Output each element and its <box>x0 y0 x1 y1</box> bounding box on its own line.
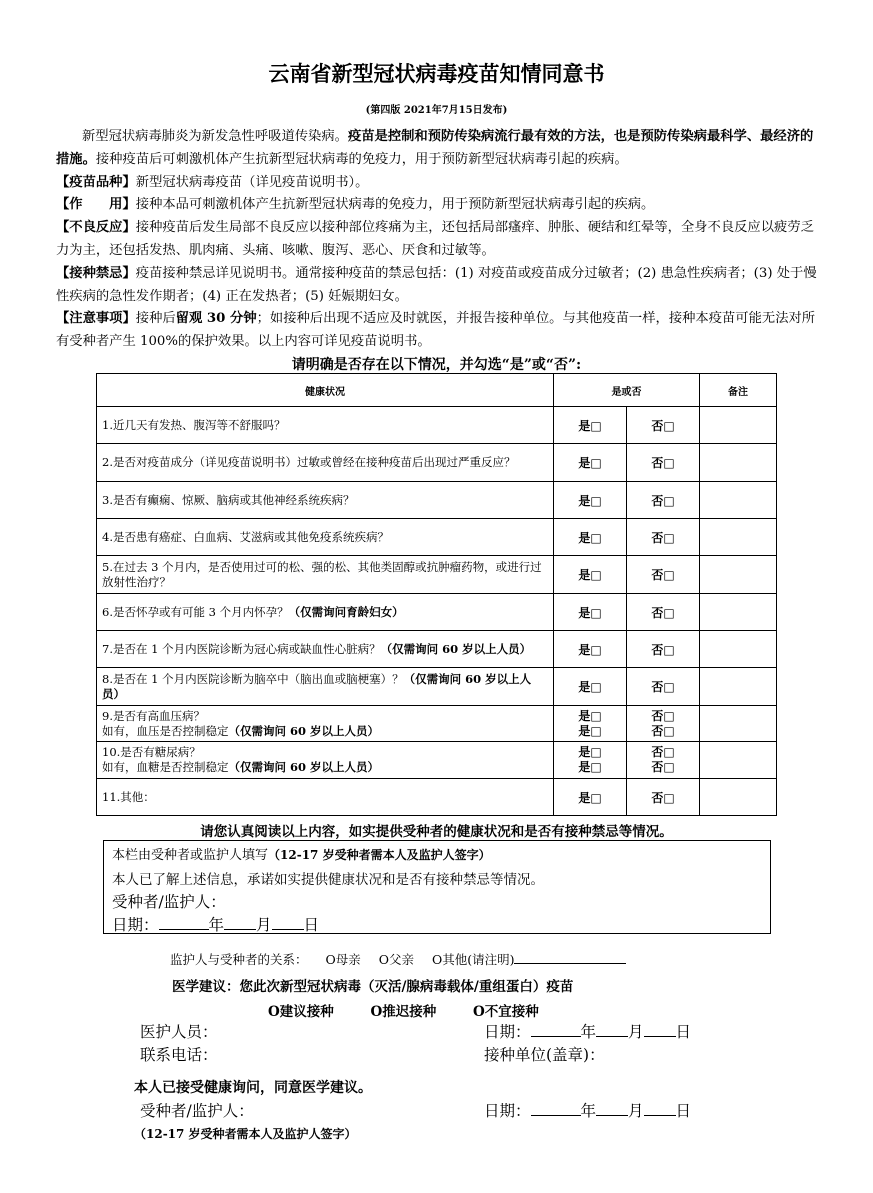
question-note: （仅需询问育龄妇女） <box>288 604 404 619</box>
date-label: 日期： <box>484 1023 531 1041</box>
choice-recommend[interactable]: O建议接种 <box>268 1004 334 1020</box>
table-row <box>97 407 777 444</box>
question-cell <box>97 407 554 444</box>
adverse-reactions <box>56 217 826 263</box>
relation-label: 监护人与受种者的关系： <box>170 952 308 967</box>
question-text: 10.是否有糖尿病？ <box>102 745 201 759</box>
yes-checkbox[interactable]: 是□ <box>554 668 627 706</box>
yes-checkbox[interactable]: 是□ <box>578 723 602 738</box>
sign-box-age-note: （12-17 岁受种者需本人及监护人签字） <box>268 848 491 862</box>
recipient-label: 受种者/监护人： <box>112 893 226 911</box>
date-label: 日期： <box>112 916 159 934</box>
month-blank[interactable] <box>224 929 256 930</box>
day-blank[interactable] <box>272 929 304 930</box>
yes-checkbox[interactable]: 是□ <box>578 708 602 723</box>
day-label: 日 <box>675 1102 692 1120</box>
vaccine-effect-text: 接种本品可刺激机体产生抗新型冠状病毒的免疫力，用于预防新型冠状病毒引起的疾病。 <box>135 197 655 213</box>
year-label: 年 <box>580 1102 597 1120</box>
question-cell <box>97 594 554 631</box>
yes-checkbox[interactable]: 是□ <box>554 779 627 816</box>
age-signature-footnote: （12-17 岁受种者需本人及监护人签字） <box>134 1127 357 1141</box>
question-text: 5.在过去 3 个月内，是否使用过可的松、强的松、其他类固醇或抗肿瘤药物，或进行过放射性治疗？ <box>102 559 542 589</box>
yes-checkbox-group <box>554 742 627 779</box>
table-row <box>97 631 777 668</box>
yes-checkbox[interactable]: 是□ <box>554 407 627 444</box>
yes-checkbox[interactable]: 是□ <box>554 482 627 519</box>
day-blank[interactable] <box>644 1036 676 1037</box>
year-label: 年 <box>580 1023 597 1041</box>
question-text: 11.其他： <box>102 789 155 804</box>
staff-date-field[interactable] <box>484 1020 691 1042</box>
adverse-reactions-label: 【不良反应】 <box>56 220 136 236</box>
question-text: 4.是否患有癌症、白血病、艾滋病或其他免疫系统疾病？ <box>102 529 389 544</box>
question-cell <box>97 631 554 668</box>
acceptance-statement: 本人已接受健康询问，同意医学建议。 <box>134 1080 372 1096</box>
header-yes-no: 是或否 <box>554 374 700 407</box>
question-text: 8.是否在 1 个月内医院诊断为脑卒中（脑出血或脑梗塞）？ <box>102 671 404 686</box>
yes-checkbox[interactable]: 是□ <box>578 760 602 774</box>
medical-advice: 医学建议：您此次新型冠状病毒（灭活/腺病毒载体/重组蛋白）疫苗 <box>172 979 574 995</box>
phone-label: 联系电话： <box>140 1046 218 1064</box>
table-row <box>97 519 777 556</box>
remark-cell[interactable] <box>700 631 777 668</box>
table-row <box>97 706 777 742</box>
table-row <box>97 594 777 631</box>
yes-checkbox[interactable]: 是□ <box>554 594 627 631</box>
month-blank[interactable] <box>596 1115 628 1116</box>
read-note: 请您认真阅读以上内容，如实提供受种者的健康状况和是否有接种禁忌等情况。 <box>200 824 673 840</box>
health-status-table <box>96 373 777 816</box>
contact-phone-field[interactable] <box>140 1043 218 1065</box>
no-checkbox-group <box>627 706 700 742</box>
question-subtext: 如有，血压是否控制稳定 <box>102 723 229 738</box>
choice-postpone[interactable]: O推迟接种 <box>370 1004 437 1020</box>
yes-checkbox-group <box>554 706 627 742</box>
day-label: 日 <box>303 916 320 934</box>
table-row <box>97 444 777 482</box>
intro-section <box>56 126 826 354</box>
yes-checkbox[interactable]: 是□ <box>578 745 602 759</box>
remark-cell[interactable] <box>700 668 777 706</box>
final-date-field[interactable] <box>484 1099 691 1121</box>
vaccine-effect <box>56 194 826 217</box>
vaccine-type-text: 新型冠状病毒疫苗（详见疫苗说明书）。 <box>135 174 369 190</box>
question-cell <box>97 519 554 556</box>
unit-label: 接种单位(盖章)： <box>484 1046 605 1064</box>
vaccine-type-label: 【疫苗品种】 <box>56 174 136 190</box>
final-recipient-signature-field[interactable] <box>140 1099 254 1121</box>
table-row <box>97 742 777 779</box>
remark-cell[interactable] <box>700 706 777 742</box>
remark-cell[interactable] <box>700 407 777 444</box>
remark-cell[interactable] <box>700 556 777 594</box>
yes-checkbox[interactable]: 是□ <box>554 631 627 668</box>
relation-other-blank[interactable] <box>514 963 626 964</box>
no-checkbox-group <box>627 742 700 779</box>
question-note: （仅需询问 60 岁以上人员） <box>228 760 380 774</box>
question-text: 6.是否怀孕或有可能 3 个月内怀孕？ <box>102 604 289 619</box>
sign-box-instruction <box>112 844 491 863</box>
no-checkbox[interactable]: 否□ <box>627 444 700 482</box>
adverse-reactions-text: 接种疫苗后发生局部不良反应以接种部位疼痛为主，还包括局部瘙痒、肿胀、硬结和红晕等，全身不良反应以疲劳乏力为主，还包括发热、肌肉痛、头痛、咳嗽、腹泻、恶心、厌食和过敏等。 <box>56 220 814 258</box>
relation-option-father[interactable]: O父亲 <box>378 952 414 967</box>
intro-text-b: 疫苗是控制和预防传染病流行最有效的方法，也是预防传染病最科学、最经济的措施。 <box>56 129 814 167</box>
question-subtext: 如有，血糖是否控制稳定 <box>102 760 229 774</box>
table-row <box>97 779 777 816</box>
vaccination-unit-field[interactable] <box>484 1043 605 1065</box>
yes-checkbox[interactable]: 是□ <box>554 444 627 482</box>
choice-not-suitable[interactable]: O不宜接种 <box>472 1004 539 1020</box>
table-row <box>97 668 777 706</box>
question-note: （仅需询问 60 岁以上人员） <box>102 671 532 701</box>
document-title: 云南省新型冠状病毒疫苗知情同意书 <box>268 61 605 86</box>
no-checkbox[interactable]: 否□ <box>627 556 700 594</box>
date-label: 日期： <box>484 1102 531 1120</box>
month-label: 月 <box>628 1023 644 1041</box>
question-cell <box>97 444 554 482</box>
month-blank[interactable] <box>596 1036 628 1037</box>
table-row <box>97 556 777 594</box>
question-cell <box>97 556 554 594</box>
relation-option-mother[interactable]: O母亲 <box>325 952 361 967</box>
question-text: 7.是否在 1 个月内医院诊断为冠心病或缺血性心脏病？ <box>102 641 381 656</box>
table-header-row <box>97 374 777 407</box>
question-text: 2.是否对疫苗成分（详见疫苗说明书）过敏或曾经在接种疫苗后出现过严重反应？ <box>102 455 516 469</box>
question-text: 9.是否有高血压病？ <box>102 708 205 723</box>
vaccine-effect-label: 【作 用】 <box>56 197 136 213</box>
medical-staff-field[interactable] <box>140 1020 218 1042</box>
year-blank[interactable] <box>531 1115 581 1116</box>
month-label: 月 <box>628 1102 644 1120</box>
recipient-sign-box <box>103 840 771 934</box>
recipient-label: 受种者/监护人： <box>140 1102 254 1120</box>
advice-choices <box>268 1000 571 1020</box>
no-checkbox[interactable]: 否□ <box>651 723 675 738</box>
header-health: 健康状况 <box>97 374 554 407</box>
no-checkbox[interactable]: 否□ <box>651 745 675 759</box>
contraindications-label: 【接种禁忌】 <box>56 265 136 281</box>
intro-paragraph <box>56 126 826 172</box>
intro-text-c: 接种疫苗后可刺激机体产生抗新型冠状病毒的免疫力，用于预防新型冠状病毒引起的疾病。 <box>95 151 628 167</box>
precautions-text-b: 留观 30 分钟 <box>175 311 257 327</box>
header-remark: 备注 <box>700 374 777 407</box>
recipient-signature-field[interactable] <box>112 890 226 912</box>
remark-cell[interactable] <box>700 742 777 779</box>
no-checkbox[interactable]: 否□ <box>627 779 700 816</box>
question-cell <box>97 779 554 816</box>
remark-cell[interactable] <box>700 482 777 519</box>
precautions-text-c: ；如接种后出现不适应及时就医，并报告接种单位。与其他疫苗一样，接种本疫苗可能无法对所有受种者产生 100%的保护效果。以上内容可详见疫苗说明书。 <box>56 311 816 350</box>
no-checkbox[interactable]: 否□ <box>627 668 700 706</box>
sign-date-field[interactable] <box>112 913 319 935</box>
month-label: 月 <box>256 916 272 934</box>
yes-checkbox[interactable]: 是□ <box>554 556 627 594</box>
contraindications-text: 疫苗接种禁忌详见说明书。通常接种疫苗的禁忌包括：(1) 对疫苗或疫苗成分过敏者；(2) 患急性疾病者；(3) 处于慢性疾病的急性发作期者；(4) 正在发热者；(5) 妊娠期妇女。 <box>56 265 817 304</box>
year-label: 年 <box>208 916 225 934</box>
vaccine-type <box>56 172 826 195</box>
table-row <box>97 482 777 519</box>
question-text: 3.是否有癫痫、惊厥、脑病或其他神经系统疾病？ <box>102 492 355 507</box>
year-blank[interactable] <box>159 929 209 930</box>
no-checkbox[interactable]: 否□ <box>627 519 700 556</box>
day-label: 日 <box>675 1023 692 1041</box>
remark-cell[interactable] <box>700 594 777 631</box>
question-cell <box>97 706 554 742</box>
question-text: 1.近几天有发热、腹泻等不舒服吗？ <box>102 417 286 432</box>
no-checkbox[interactable]: 否□ <box>651 760 675 774</box>
question-cell <box>97 742 554 779</box>
yes-checkbox[interactable]: 是□ <box>554 519 627 556</box>
no-checkbox[interactable]: 否□ <box>627 482 700 519</box>
question-cell <box>97 668 554 706</box>
staff-label: 医护人员： <box>140 1023 218 1041</box>
table-title: 请明确是否存在以下情况，并勾选“是”或“否”: <box>291 357 582 373</box>
question-note: （仅需询问 60 岁以上人员） <box>380 641 532 656</box>
day-blank[interactable] <box>644 1115 676 1116</box>
intro-text-a: 新型冠状病毒肺炎为新发急性呼吸道传染病。 <box>82 129 348 144</box>
sign-box-instruction-text: 本栏由受种者或监护人填写 <box>112 848 269 863</box>
relation-option-other[interactable]: O其他(请注明) <box>431 952 515 967</box>
edition-note: (第四版 2021年7月15日发布) <box>365 105 508 116</box>
question-cell <box>97 482 554 519</box>
precautions <box>56 308 826 354</box>
no-checkbox[interactable]: 否□ <box>651 708 675 723</box>
no-checkbox[interactable]: 否□ <box>627 631 700 668</box>
sign-box-commitment: 本人已了解上述信息，承诺如实提供健康状况和是否有接种禁忌等情况。 <box>112 872 544 888</box>
no-checkbox[interactable]: 否□ <box>627 407 700 444</box>
precautions-label: 【注意事项】 <box>56 311 136 327</box>
contraindications <box>56 263 826 309</box>
precautions-text-a: 接种后 <box>135 311 176 327</box>
guardian-relation <box>170 950 626 968</box>
remark-cell[interactable] <box>700 444 777 482</box>
year-blank[interactable] <box>531 1036 581 1037</box>
question-note: （仅需询问 60 岁以上人员） <box>228 723 380 738</box>
no-checkbox[interactable]: 否□ <box>627 594 700 631</box>
remark-cell[interactable] <box>700 779 777 816</box>
remark-cell[interactable] <box>700 519 777 556</box>
